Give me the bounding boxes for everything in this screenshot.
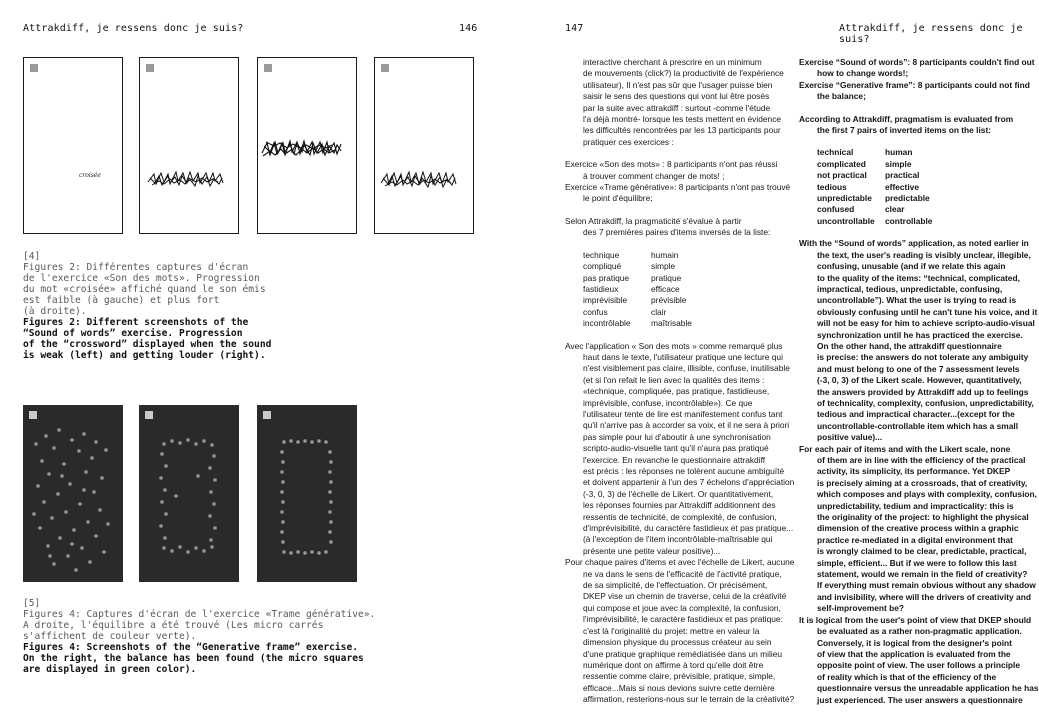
screenshot-generative-frame-3 [257, 405, 357, 582]
text-line: Exercise “Generative frame”: 8 participants could not find [799, 79, 1030, 90]
text-line: be evaluated as a rather non-pragmatic application. [817, 626, 1022, 637]
text-line: is precise: the answers do not tolerate any ambiguity [817, 352, 1029, 363]
paragraph [799, 238, 1038, 443]
scattered-squares-graphic [23, 405, 123, 582]
text-line: et doivent appartenir à l'un des 7 échelons d'appréciation [583, 477, 795, 488]
frame-squares-balanced-graphic [257, 405, 357, 582]
text-line: unpredictability, tedium and impracticality: this is [817, 500, 1014, 511]
caption-en-line: “Sound of words” exercise. Progression [23, 328, 243, 339]
item-opposite: clair [651, 306, 667, 317]
text-line: saisir le sens des questions qui vont lui être posés [583, 91, 770, 102]
text-line: Exercice «Trame générative»: 8 participants n'ont pas trouvé [565, 182, 791, 193]
text-line: If everything must remain obvious without any shadow [817, 580, 1036, 591]
caption-fr-line: Figures 2: Différentes captures d'écran [23, 262, 249, 273]
paragraph [565, 159, 785, 182]
item-term: tedious [817, 181, 847, 192]
scribble-word-graphic [375, 58, 474, 234]
text-line: is wrongly claimed to be clear, predictable, practical, [817, 546, 1027, 557]
item-term: incontrôlable [583, 318, 631, 329]
right-page-number: 147 [565, 23, 584, 34]
text-line: l'imprévisibilité, le caractère fastidieux et pas pratique: [583, 614, 783, 625]
text-line: the originality of the project: to highlight the physical [817, 512, 1029, 523]
text-line: «technique, compliquée, pas pratique, fastidieuse, [583, 386, 770, 397]
menu-icon [30, 64, 38, 72]
text-line: just experienced. The user answers a questionnaire [817, 694, 1023, 705]
caption-fr-line: s'affichent de couleur verte). [23, 631, 197, 642]
caption-en-line: Figures 4: Screenshots of the “Generative frame” exercise. [23, 642, 359, 653]
text-line: (à l'exception de l'item incontrôlable-maîtrisable qui [583, 534, 773, 545]
text-line: the balance; [817, 91, 866, 102]
text-line: présente une petite valeur positive)... [583, 545, 721, 556]
frame-squares-graphic [139, 405, 239, 582]
right-running-title: Attrakdiff, je ressens donc je suis? [839, 23, 1023, 45]
text-line: According to Attrakdiff, pragmatism is evaluated from [799, 113, 1014, 124]
paragraph [799, 114, 1024, 137]
figure-number: [4] [23, 251, 41, 262]
item-term: uncontrollable [817, 215, 875, 226]
figure-2-caption [23, 251, 271, 361]
text-line: interactive cherchant à prescrire en un minimum [583, 57, 762, 67]
paragraph [565, 216, 785, 239]
text-line: d'une pratique graphique remédiatisée dans un milieu [583, 648, 783, 659]
text-line: and must belong to one of the 7 assessment levels [817, 363, 1020, 374]
caption-en-line: of the “crossword” displayed when the sound [23, 339, 272, 350]
caption-fr-line: du mot «croisée» affiché quand le son émis [23, 284, 266, 295]
item-opposite: simple [885, 158, 912, 169]
screenshot-sound-of-words-1 [23, 57, 123, 234]
item-term: complicated [817, 158, 866, 169]
item-pairs-list [565, 250, 785, 330]
item-opposite: human [885, 147, 913, 158]
item-opposite: pratique [651, 272, 682, 283]
text-line: de sa simplicité, de l'effectuation. Or précisément, [583, 580, 768, 591]
text-line: numérique dont on affirme à tord qu'elle doit être [583, 659, 764, 670]
text-line: à trouver comment changer de mots! ; [583, 170, 725, 181]
caption-fr-line: (à droite). [23, 306, 87, 317]
item-term: technical [817, 147, 854, 158]
text-line: l'a déjà montré- lorsque les tests mettent en évidence [583, 114, 782, 125]
paragraph [799, 79, 1030, 103]
text-line: affirmation, resterions-nous sur le terrain de la créativité? [583, 694, 795, 705]
text-line: of technicality, complexity, confusion, unpredictability, [817, 397, 1034, 408]
caption-fr-line: est faible (à gauche) et plus fort [23, 295, 220, 306]
text-line: and invisibility, where will the drivers of creativity and [817, 591, 1031, 602]
text-line: scripto-audio-visuelle tant qu'il n'aura pas pratiqué [583, 443, 769, 454]
text-line: Exercise “Sound of words”: 8 participants couldn't find out [799, 57, 1035, 67]
screenshot-sound-of-words-2 [139, 57, 239, 234]
text-line: par la suite avec attrakdiff : surtout -comme l'étude [583, 102, 771, 113]
crossword-label: croisée [79, 172, 101, 179]
left-page-number: 146 [459, 23, 478, 34]
item-term: fastidieux [583, 283, 619, 294]
text-line: of them are in line with the efficiency of the practical [817, 455, 1026, 465]
text-line: les difficultés rencontrées par les 13 participants pour [583, 125, 781, 136]
figure-number: [5] [23, 598, 41, 609]
item-opposite: simple [651, 261, 676, 272]
text-line: uncontrollable”). What the user is trying to read is [817, 295, 1017, 306]
text-line: positive value)... [817, 432, 883, 443]
text-line: imprévisible, confuse, incontrôlable»). Ce que [583, 397, 753, 408]
text-line: l'utilisateur tente de lire est manifestement confus tant [583, 408, 783, 419]
text-line: is precisely aiming at a crossroads, that of creativity, [817, 477, 1028, 488]
item-opposite: practical [885, 170, 920, 181]
item-opposite: prévisible [651, 295, 687, 306]
item-term: confus [583, 306, 608, 317]
text-line: dimension of the creative process within a graphic [817, 523, 1019, 534]
text-line: tedious and impractical character...(except for the [817, 409, 1015, 420]
paragraph [565, 557, 795, 705]
text-line: est précis : les réponses ne tolèrent aucune ambiguïté [583, 466, 785, 476]
item-term: technique [583, 249, 620, 260]
item-term: compliqué [583, 261, 622, 272]
paragraph [565, 182, 791, 205]
text-line: the text, the user's reading is visibly unclear, illegible, [817, 249, 1031, 260]
item-term: confused [817, 204, 855, 215]
item-opposite: predictable [885, 193, 930, 204]
item-opposite: efficace [651, 283, 680, 294]
paragraph [799, 614, 1039, 706]
text-line: d'imprévisibilité, du caractère fastidieux et pas pratique... [583, 523, 794, 534]
text-line: confusing, unusable (and if we relate this again [817, 261, 1006, 272]
caption-fr-line: A droite, l'équilibre a été trouvé (Les micro carrés [23, 620, 324, 631]
text-line: utilisateur), Il n'est pas sûr que l'usager puisse bien [583, 79, 773, 90]
text-line: For each pair of items and with the Likert scale, none [799, 443, 1011, 454]
paragraph [799, 443, 1037, 615]
text-line: (et si l'on refait le lien avec la qualités des items : [583, 374, 765, 385]
text-line: le point d'équilibre; [583, 193, 653, 204]
text-line: qu'il n'arrive pas à accorder sa voix, et il ne sera à priori [583, 420, 790, 431]
text-line: On the other hand, the attrakdiff questionnaire [817, 340, 1002, 351]
text-line: c'est là l'originalité du projet: mettre en valeur la [583, 625, 760, 636]
text-line: dimension physique du processus créateur au sein [583, 637, 772, 648]
text-line: will not be easy for him to achieve scripto-audio-visual [817, 318, 1035, 329]
text-line: of reality which is that of the efficiency of the [817, 671, 997, 682]
paragraph [565, 57, 785, 148]
item-term: not practical [817, 170, 867, 181]
item-opposite: maîtrisable [651, 318, 692, 329]
caption-en-line: are displayed in green color). [23, 664, 197, 675]
caption-fr-line: Figures 4: Captures d'écran de l'exercice «Trame générative». [23, 609, 376, 620]
text-line: ressentis de technicité, de complexité, de confusion, [583, 511, 777, 522]
text-line: to the quality of the items: “technical, complicated, [817, 272, 1020, 283]
paragraph [799, 57, 1035, 80]
text-line: ne va dans le sens de l'efficacité de l'activité pratique, [583, 568, 782, 579]
text-line: Exercice «Son des mots» : 8 participants n'ont pas réussi [565, 159, 778, 170]
scribble-word-graphic [140, 58, 239, 234]
item-opposite: clear [885, 204, 905, 215]
text-line: (-3, 0, 3) de l'échelle de Likert. Or quantitativement, [583, 488, 774, 499]
text-line: Selon Attrakdiff, la pragmaticité s'évalue à partir [565, 215, 742, 226]
screenshot-sound-of-words-4 [374, 57, 474, 234]
caption-en-line: Figures 2: Different screenshots of the [23, 317, 249, 328]
text-line: obviously confusing until he can't tune his voice, and it [817, 306, 1038, 317]
text-line: the answers provided by Attrakdiff add up to feelings [817, 386, 1029, 397]
item-term: imprévisible [583, 295, 628, 306]
text-line: des 7 premières paires d'items inversés de la liste: [583, 227, 771, 238]
caption-en-line: is weak (left) and getting louder (right). [23, 350, 266, 361]
text-line: how to change words!; [817, 68, 909, 79]
figure-4-caption [23, 598, 375, 675]
text-line: synchronization until he has practiced the exercise. [817, 329, 1023, 340]
screenshot-generative-frame-2 [139, 405, 239, 582]
text-line: pas simple pour lui d'aboutir à une synchronisation [583, 431, 771, 442]
text-line: practice re-mediated in a digital environment that [817, 534, 1013, 545]
text-line: efficace...Mais si nous devions suivre cette dernière [583, 682, 775, 693]
item-pairs-list [799, 147, 1024, 227]
text-line: qui compose et joue avec la complexité, la confusion, [583, 602, 781, 613]
text-line: self-improvement be? [817, 603, 905, 614]
left-running-title: Attrakdiff, je ressens donc je suis? [23, 23, 244, 34]
text-line: l'exercice. En revanche le questionnaire attrakdiff [583, 454, 766, 465]
item-opposite: effective [885, 181, 919, 192]
french-text-column [565, 57, 795, 706]
text-line: activity, its simplicity, its performance. Yet DKEP [817, 466, 1011, 477]
text-line: With the “Sound of words” application, as noted earlier in [799, 238, 1029, 249]
text-line: It is logical from the user's point of view that DKEP should [799, 614, 1032, 625]
screenshot-generative-frame-1 [23, 405, 123, 582]
text-line: de mouvements (click?) la productivité de l'expérience [583, 68, 784, 79]
text-line: ressentie comme claire, prévisible, pratique, simple, [583, 671, 776, 682]
text-line: impractical, tedious, unpredictable, confusing, [817, 283, 1003, 294]
text-line: haut dans le texte, l'utilisateur pratique une lecture qui [583, 351, 783, 362]
text-line: the first 7 pairs of inverted items on the list: [817, 125, 992, 136]
text-line: which composes and plays with complexity, confusion, [817, 489, 1037, 500]
text-line: statement, would we remain in the field of creativity? [817, 569, 1028, 580]
text-line: Conversely, it is logical from the designer's point [817, 637, 1012, 648]
english-text-column [799, 57, 1039, 706]
text-line: pratiquer ces exercices : [583, 136, 674, 147]
text-line: simple, efficient... But if we were to follow this last [817, 557, 1017, 568]
item-opposite: controllable [885, 215, 933, 226]
text-line: (-3, 0, 3) of the Likert scale. However, quantitatively, [817, 375, 1022, 386]
item-term: pas pratique [583, 272, 630, 283]
text-line: les réponses fournies par Attrakdiff additionnent des [583, 500, 776, 511]
text-line: n'est visiblement pas claire, illisible, confuse, inutilisable [583, 363, 790, 374]
text-line: opposite point of view. The user follows a principle [817, 660, 1021, 671]
text-line: Avec l'application « Son des mots » comme remarqué plus [565, 340, 783, 351]
text-line: of view that the application is evaluated from the [817, 648, 1011, 659]
caption-fr-line: de l'exercice «Son des mots». Progression [23, 273, 260, 284]
paragraph [565, 340, 795, 558]
text-line: questionnaire versus the unreadable application he has [817, 683, 1039, 694]
screenshot-sound-of-words-3 [257, 57, 357, 234]
item-term: unpredictable [817, 193, 872, 204]
scribble-word-graphic [258, 58, 357, 234]
text-line: Pour chaque paires d'items et avec l'échelle de Likert, aucune [565, 557, 795, 568]
text-line: DKEP vise un chemin de traverse, celui de la créativité [583, 591, 787, 602]
item-opposite: humain [651, 249, 679, 260]
caption-en-line: On the right, the balance has been found (the micro squares [23, 653, 364, 664]
text-line: uncontrollable-controllable item which has a small [817, 420, 1019, 431]
